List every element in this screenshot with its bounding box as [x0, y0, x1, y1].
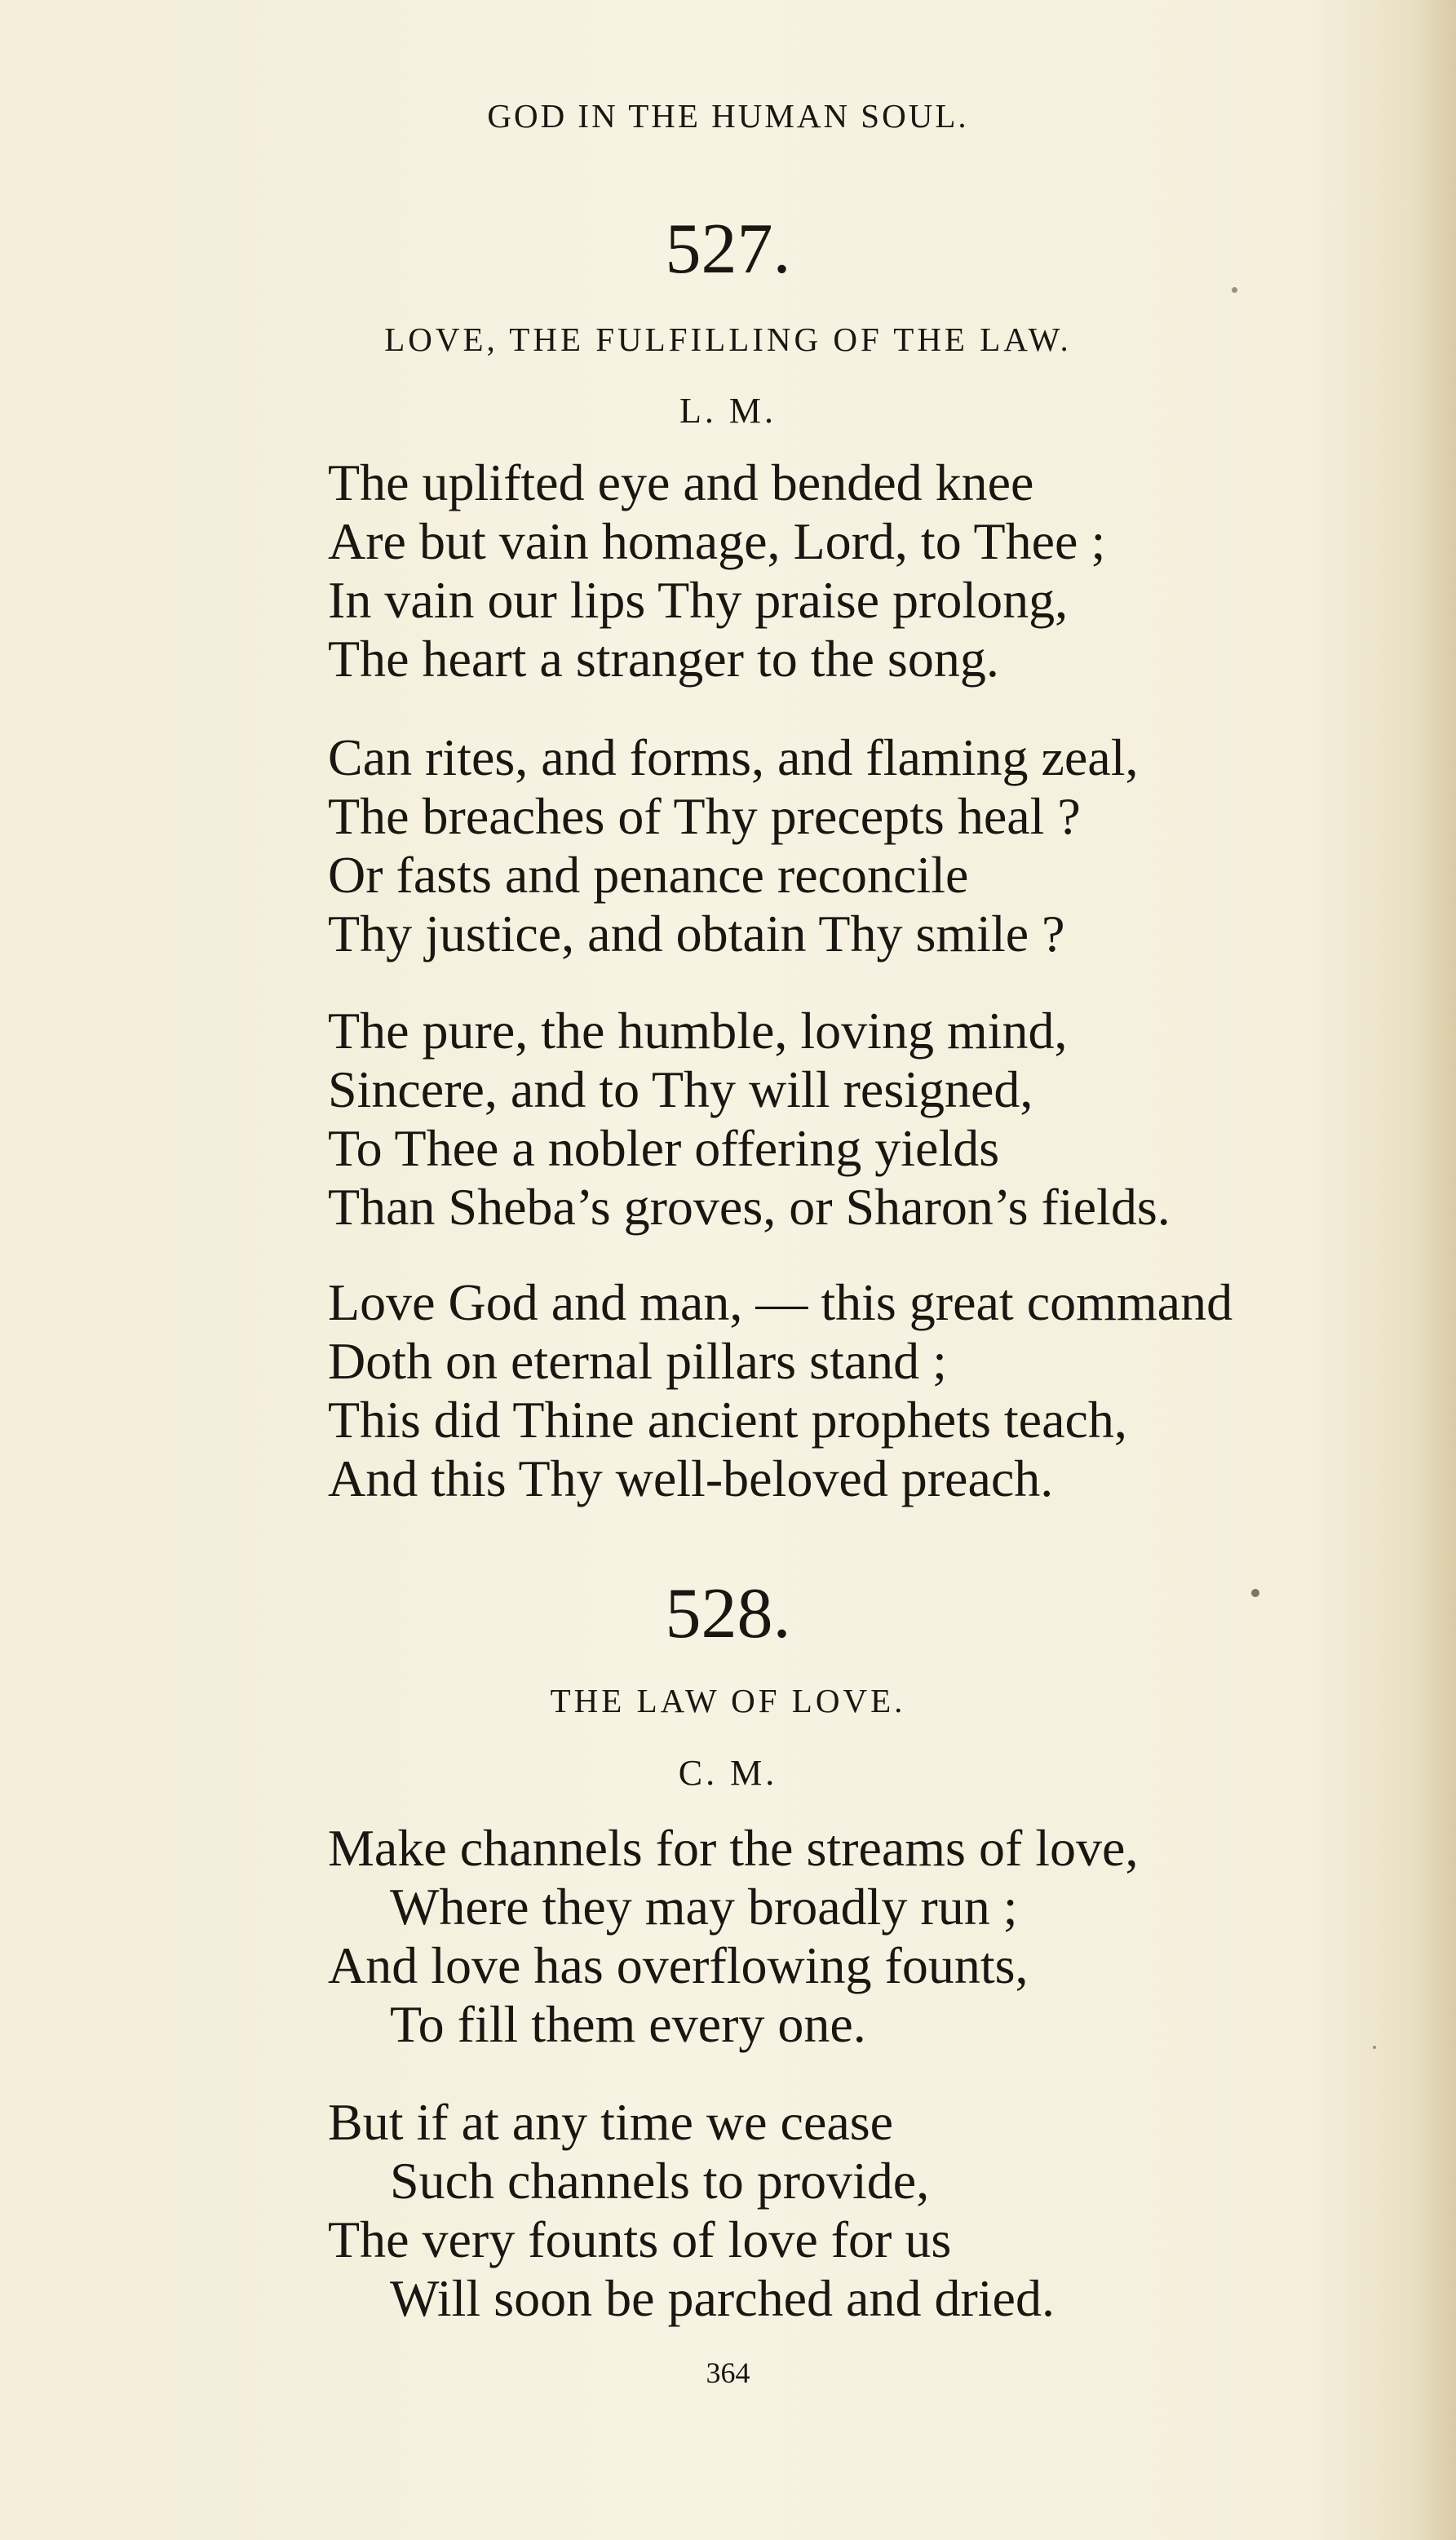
- hymn-meter: C. M.: [678, 1753, 778, 1793]
- verse-line: In vain our lips Thy praise prolong,: [328, 571, 1069, 629]
- verse-line: The very founts of love for us: [328, 2210, 952, 2268]
- stanza: [328, 454, 1105, 688]
- verse-line: But if at any time we cease: [328, 2093, 894, 2151]
- paper-speck: [1373, 2046, 1376, 2049]
- verse-line: Thy justice, and obtain Thy smile ?: [328, 905, 1065, 962]
- verse-line: Doth on eternal pillars stand ;: [328, 1332, 947, 1390]
- verse-line: Sincere, and to Thy will resigned,: [328, 1060, 1033, 1118]
- verse-line: And this Thy well-beloved preach.: [328, 1449, 1054, 1507]
- verse-line: Are but vain homage, Lord, to Thee ;: [328, 512, 1106, 570]
- verse-line: And love has overflowing founts,: [328, 1936, 1029, 1994]
- verse-line: Such channels to provide,: [390, 2152, 930, 2210]
- verse-line: Will soon be parched and dried.: [390, 2269, 1055, 2327]
- verse-line: Can rites, and forms, and flaming zeal,: [328, 728, 1139, 786]
- hymn-number: 527.: [665, 210, 791, 289]
- verse-line: Where they may broadly run ;: [390, 1878, 1018, 1936]
- stanza: [328, 728, 1138, 963]
- verse-line: The breaches of Thy precepts heal ?: [328, 787, 1081, 845]
- paper-speck: [1232, 287, 1237, 293]
- stanza: [328, 1819, 1138, 2054]
- hymn-title: THE LAW OF LOVE.: [550, 1682, 906, 1719]
- running-head: GOD IN THE HUMAN SOUL.: [487, 97, 969, 135]
- paper-speck: [1251, 1589, 1259, 1597]
- stanza: [328, 1002, 1171, 1237]
- verse-line: To Thee a nobler offering yields: [328, 1119, 1000, 1177]
- hymn-number: 528.: [665, 1574, 791, 1653]
- stanza: [328, 2093, 1055, 2328]
- verse-line: This did Thine ancient prophets teach,: [328, 1391, 1127, 1449]
- verse-line: Than Sheba’s groves, or Sharon’s fields.: [328, 1178, 1171, 1236]
- hymn-title: LOVE, THE FULFILLING OF THE LAW.: [384, 321, 1072, 358]
- verse-line: The pure, the humble, loving mind,: [328, 1002, 1068, 1060]
- verse-line: The uplifted eye and bended knee: [328, 454, 1034, 511]
- stanza: [328, 1273, 1233, 1508]
- verse-line: Love God and man, — this great command: [328, 1273, 1233, 1331]
- hymn-meter: L. M.: [679, 391, 777, 431]
- verse-line: To fill them every one.: [390, 1995, 866, 2053]
- verse-line: Make channels for the streams of love,: [328, 1819, 1139, 1877]
- verse-line: The heart a stranger to the song.: [328, 630, 999, 688]
- page-number: 364: [706, 2356, 750, 2389]
- verse-line: Or fasts and penance reconcile: [328, 846, 969, 904]
